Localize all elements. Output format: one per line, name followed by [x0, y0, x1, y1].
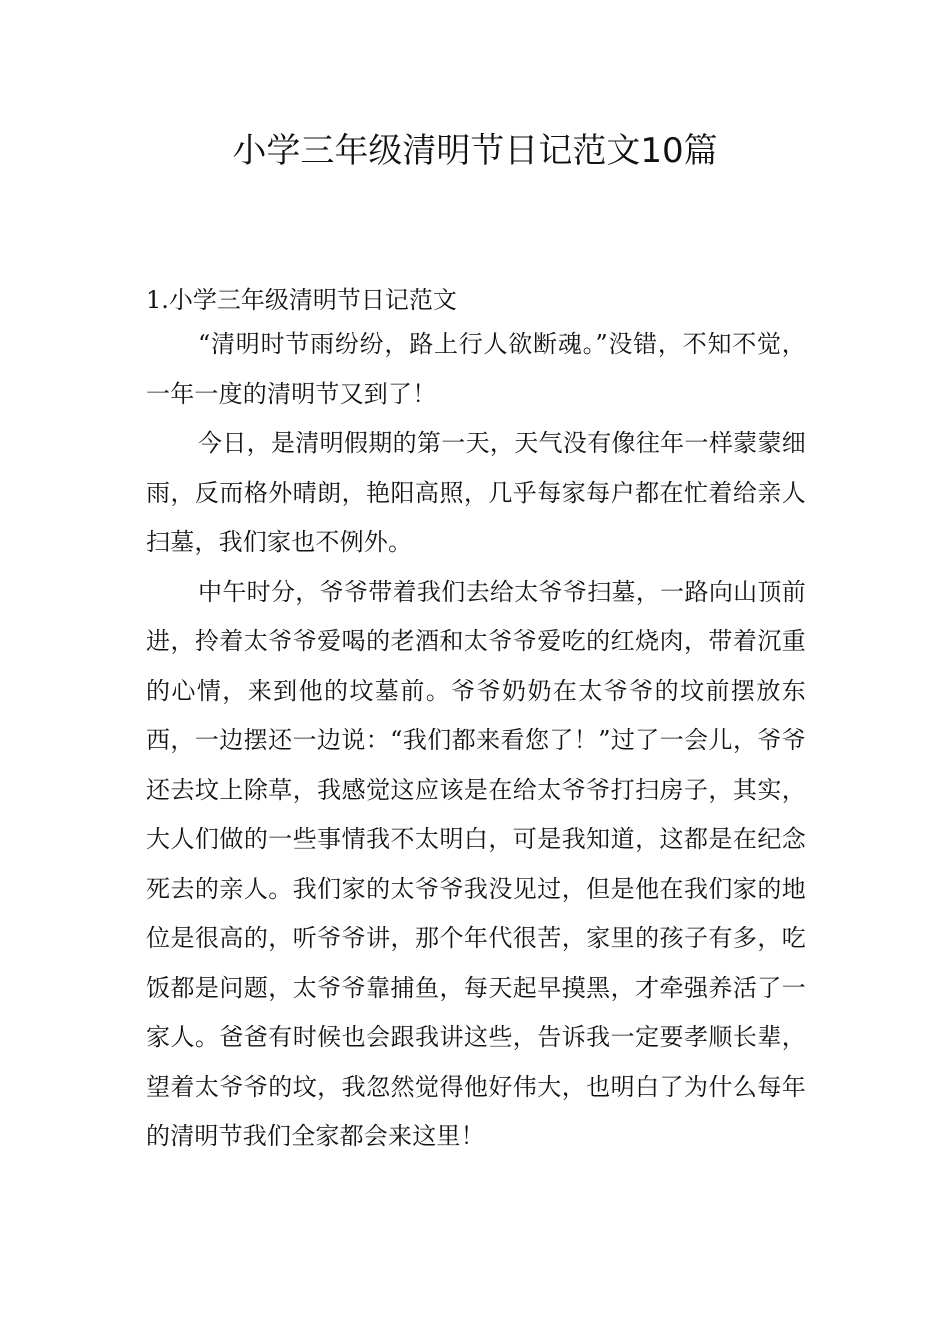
paragraph: 今日，是清明假期的第一天，天气没有像往年一样蒙蒙细雨，反而格外晴朗，艳阳高照，几乎每家每户都在忙着给亲人扫墓，我们家也不例外。: [146, 429, 806, 556]
document-body: [146, 280, 806, 1162]
paragraph: “清明时节雨纷纷，路上行人欲断魂。”没错，不知不觉，一年一度的清明节又到了！: [146, 330, 806, 408]
section-heading: 1.小学三年级清明节日记范文: [146, 286, 457, 314]
document-title: 小学三年级清明节日记范文10篇: [232, 131, 718, 171]
paragraph: 中午时分，爷爷带着我们去给太爷爷扫墓，一路向山顶前进，拎着太爷爷爱喝的老酒和太爷爷爱吃的红烧肉，带着沉重的心情，来到他的坟墓前。爷爷奶奶在太爷爷的坟前摆放东西，一边摆还一边说：“我们都来看您了！”过了一会儿，爷爷还去坟上除草，我感觉这应该是在给太爷爷打扫房子，其实，大人们做的一些事情我不太明白，可是我知道，这都是在纪念死去的亲人。我们家的太爷爷我没见过，但是他在我们家的地位是很高的，听爷爷讲，那个年代很苦，家里的孩子有多，吃饭都是问题，太爷爷靠捕鱼，每天起早摸黑，才牵强养活了一家人。爸爸有时候也会跟我讲这些，告诉我一定要孝顺长辈，望着太爷爷的坟，我忽然觉得他好伟大，也明白了为什么每年的清明节我们全家都会来这里！: [146, 577, 806, 1150]
